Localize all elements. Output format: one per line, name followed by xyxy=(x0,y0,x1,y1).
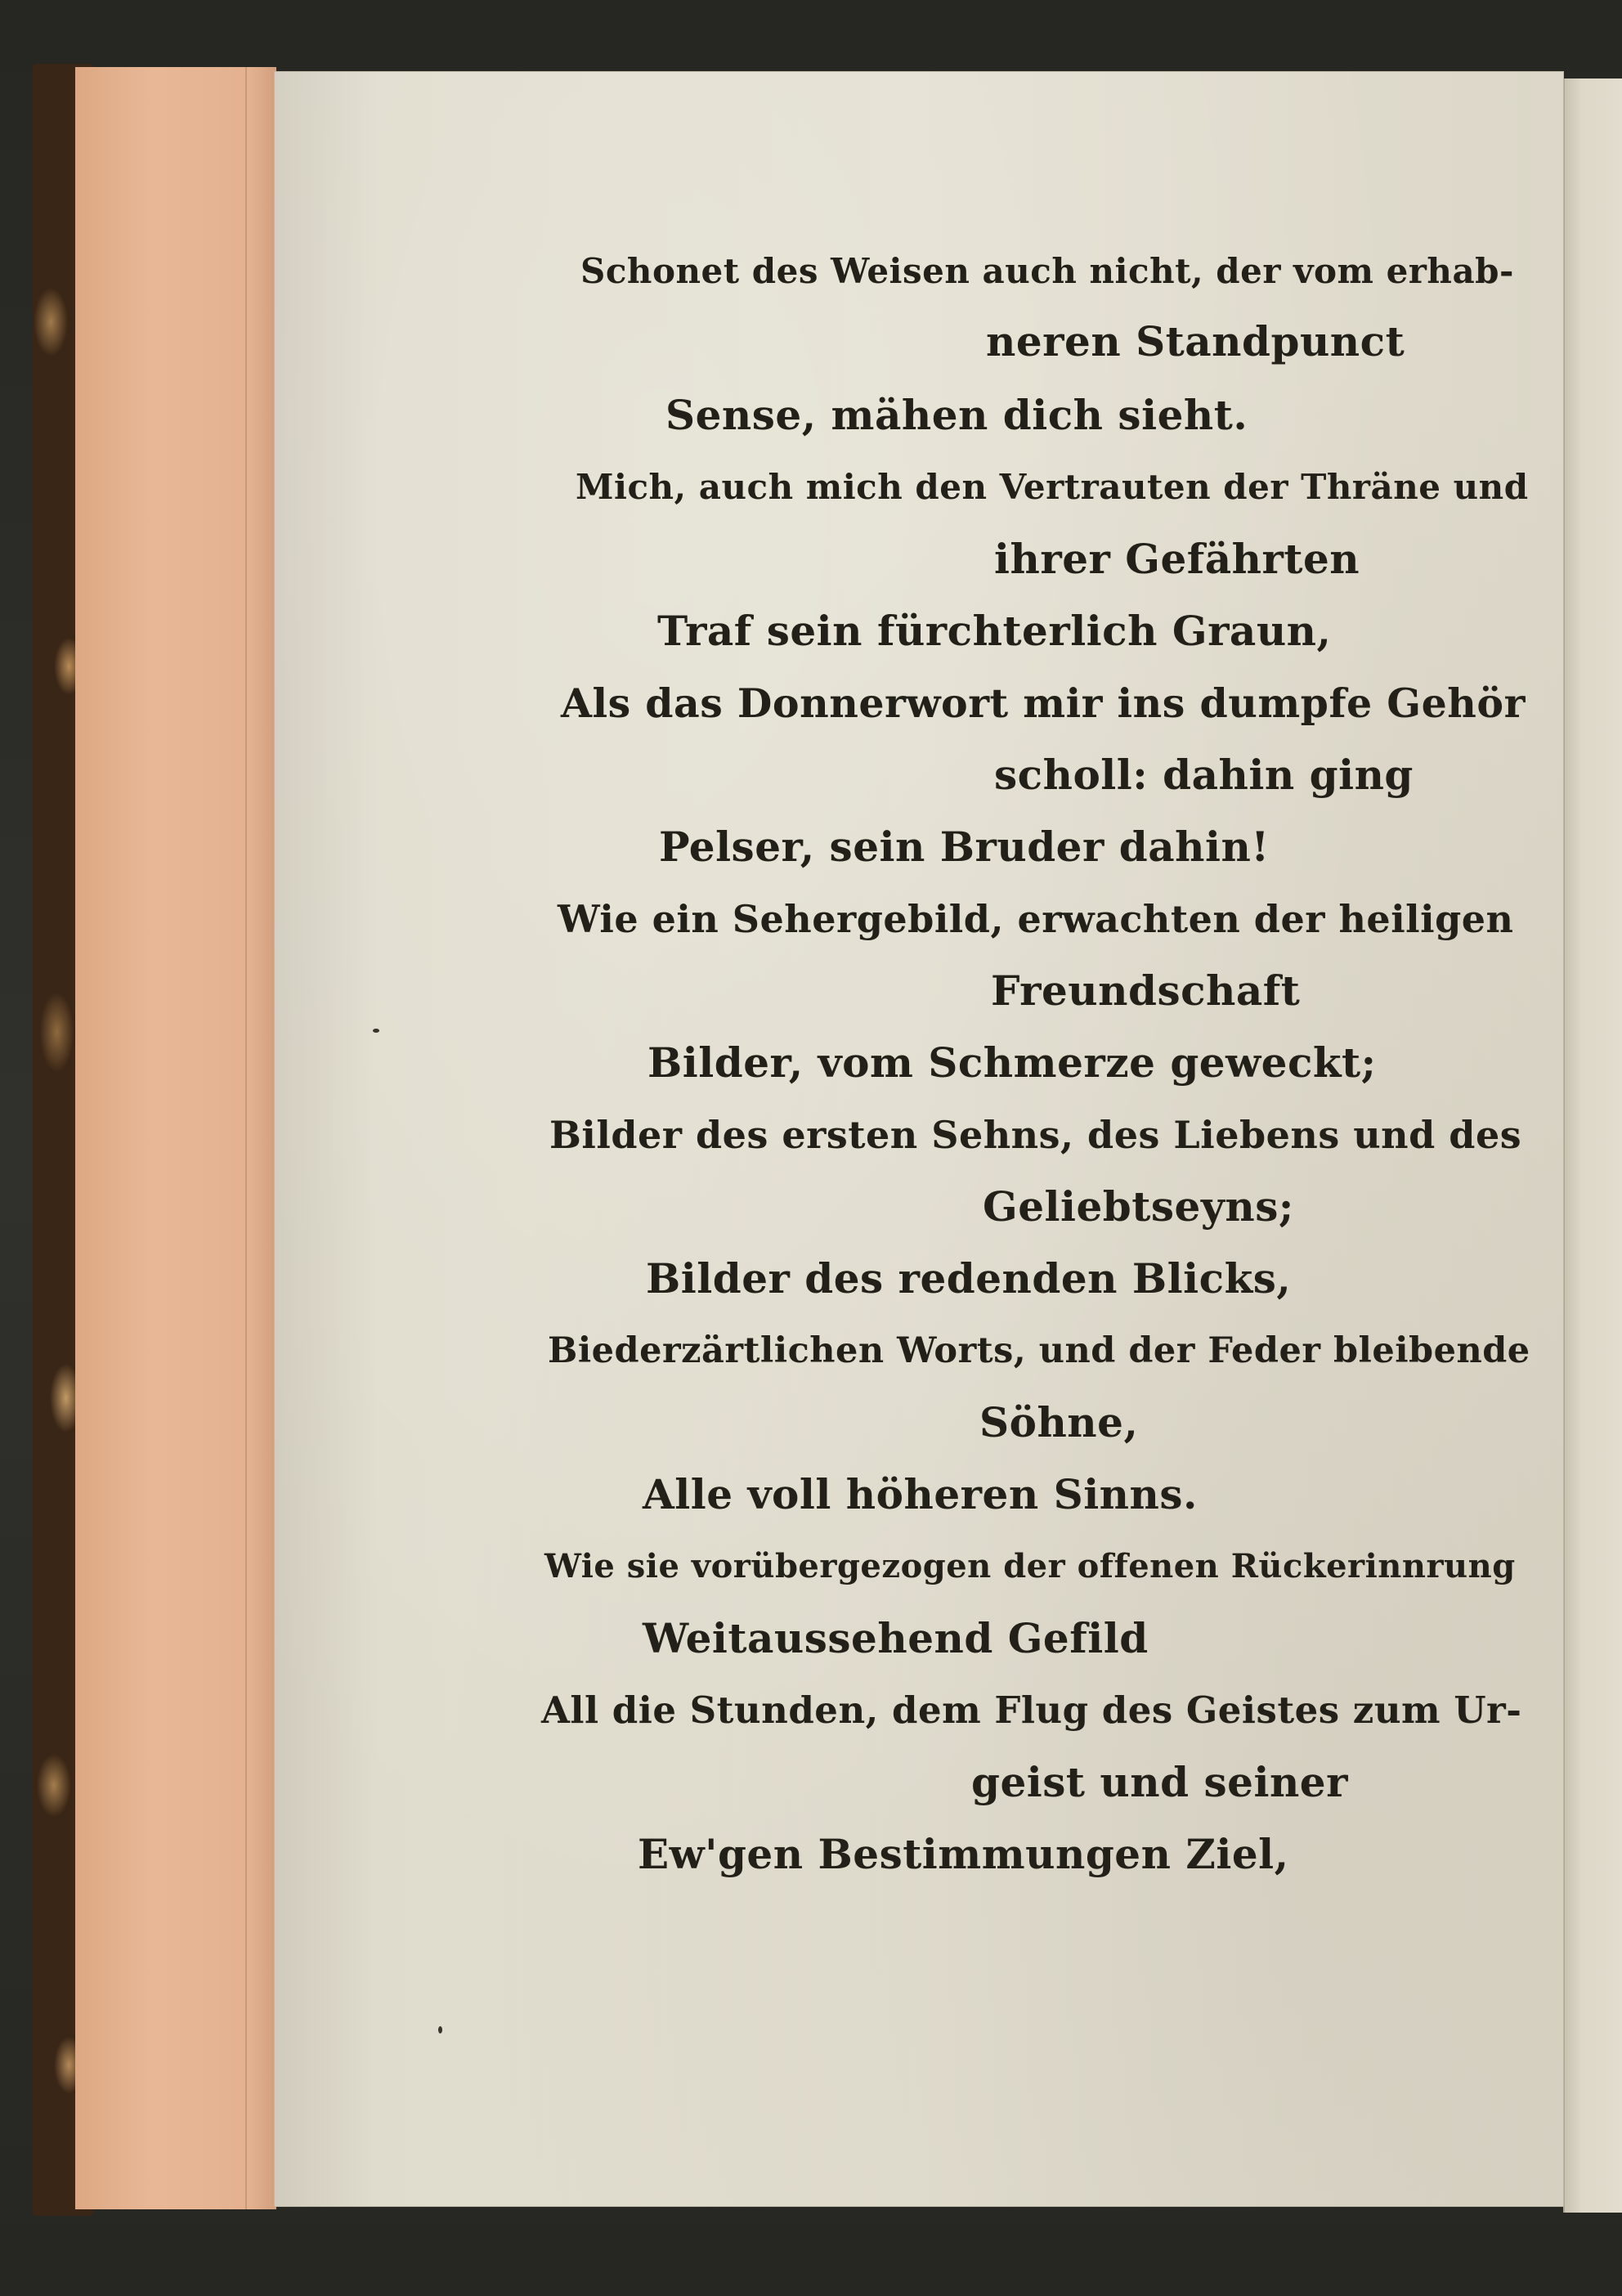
paper-speck xyxy=(373,1029,379,1033)
endpaper xyxy=(75,67,271,2209)
poem-line: scholl: dahin ging xyxy=(994,751,1414,799)
poem-line: ihrer Gefährten xyxy=(994,535,1360,583)
poem-line: Weitaussehend Gefild xyxy=(643,1614,1149,1662)
poem-line: Freundschaft xyxy=(991,966,1301,1015)
poem-line: Söhne, xyxy=(979,1398,1139,1446)
poem-line: Bilder des redenden Blicks, xyxy=(646,1254,1292,1303)
book-page xyxy=(275,72,1563,2206)
poem-line: Bilder des ersten Sehns, des Liebens und des xyxy=(549,1113,1522,1157)
poem-text xyxy=(275,72,1563,2206)
poem-line: Pelser, sein Bruder dahin! xyxy=(659,823,1270,871)
poem-line: Mich, auch mich den Vertrauten der Thräne und xyxy=(576,467,1529,507)
poem-line: Traf sein fürchterlich Graun, xyxy=(657,607,1332,655)
paper-speck xyxy=(438,2026,442,2034)
poem-line: neren Standpunct xyxy=(986,317,1405,365)
poem-line: Geliebtseyns; xyxy=(983,1182,1294,1231)
poem-line: Wie sie vorübergezogen der offenen Rückerinnrung xyxy=(544,1547,1516,1585)
poem-line: Bilder, vom Schmerze geweckt; xyxy=(647,1038,1377,1087)
endpaper-fold xyxy=(245,67,276,2209)
poem-line: Als das Donnerwort mir ins dumpfe Gehör xyxy=(561,679,1526,727)
poem-line: Sense, mähen dich sieht. xyxy=(665,391,1248,439)
poem-line: All die Stunden, dem Flug des Geistes zum Ur- xyxy=(541,1688,1522,1732)
poem-line: geist und seiner xyxy=(971,1758,1348,1806)
poem-line: Schonet des Weisen auch nicht, der vom erhab- xyxy=(580,251,1514,291)
poem-line: Biederzärtlichen Worts, und der Feder bleibende xyxy=(548,1330,1530,1371)
poem-line: Ew'gen Bestimmungen Ziel, xyxy=(638,1830,1289,1878)
poem-line: Wie ein Sehergebild, erwachten der heiligen xyxy=(558,897,1514,941)
next-page-edge xyxy=(1563,78,1622,2213)
poem-line: Alle voll höheren Sinns. xyxy=(643,1470,1198,1518)
